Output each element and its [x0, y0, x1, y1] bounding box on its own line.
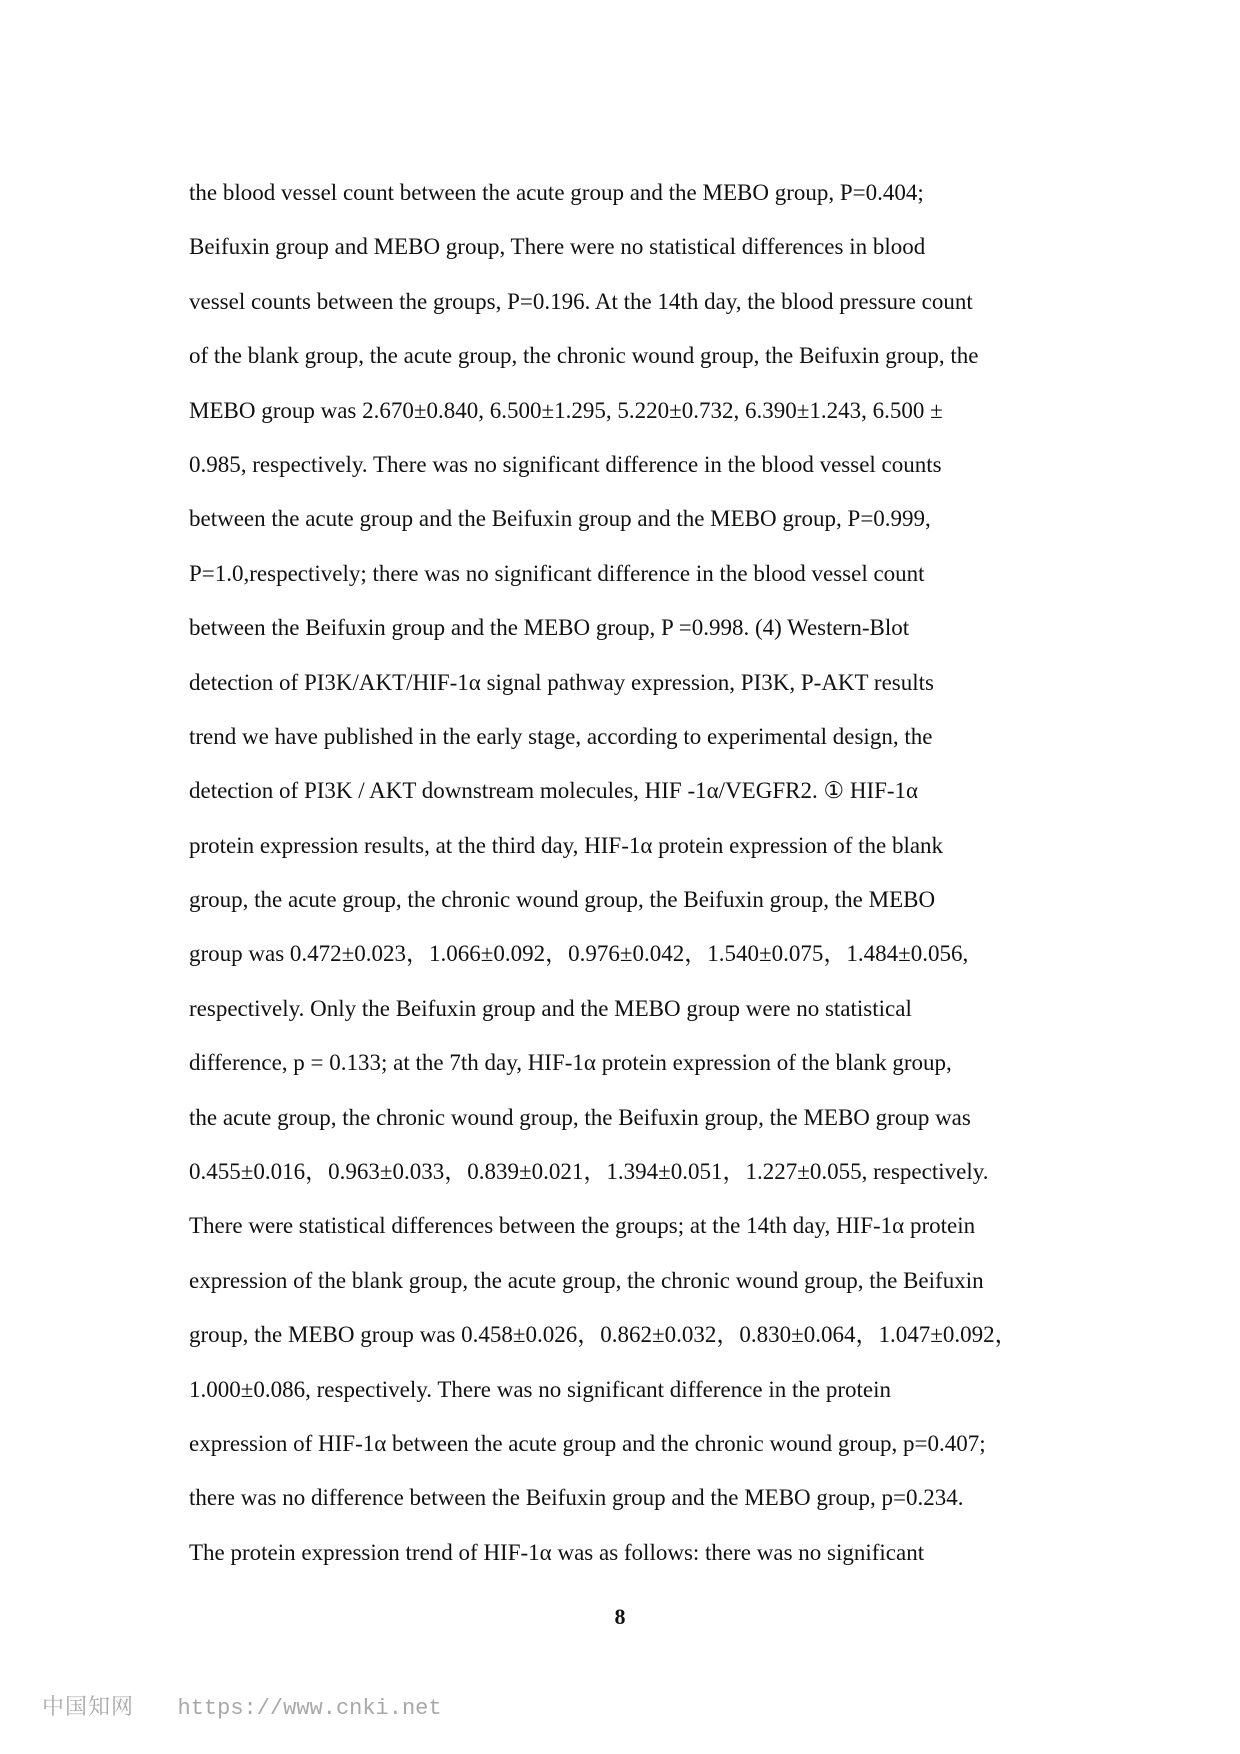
- text-line: group, the MEBO group was 0.458±0.026，0.862±0.032，0.830±0.064，1.047±0.092，: [189, 1322, 1018, 1348]
- text-line: group was 0.472±0.023，1.066±0.092，0.976±0.042，1.540±0.075，1.484±0.056,: [189, 941, 969, 967]
- text-line: Beifuxin group and MEBO group, There were no statistical differences in blood: [189, 234, 926, 260]
- text-line: expression of HIF-1α between the acute group and the chronic wound group, p=0.407;: [189, 1430, 986, 1456]
- text-line: trend we have published in the early stage, according to experimental design, the: [189, 723, 933, 749]
- text-line: 1.000±0.086, respectively. There was no significant difference in the protein: [189, 1376, 891, 1402]
- text-line: 0.455±0.016，0.963±0.033，0.839±0.021，1.394±0.051，1.227±0.055, respectively.: [189, 1159, 989, 1185]
- text-line: detection of PI3K / AKT downstream molecules, HIF -1α/VEGFR2. ① HIF-1α: [189, 778, 919, 804]
- watermark-site-name: 中国知网: [42, 1695, 135, 1720]
- text-line: the acute group, the chronic wound group, the Beifuxin group, the MEBO group was: [189, 1104, 971, 1130]
- text-line: P=1.0,respectively; there was no significant difference in the blood vessel count: [189, 560, 925, 586]
- text-line: expression of the blank group, the acute group, the chronic wound group, the Beifuxin: [189, 1267, 984, 1293]
- text-line: between the Beifuxin group and the MEBO group, P =0.998. (4) Western-Blot: [189, 615, 910, 641]
- cnki-watermark: [42, 1692, 442, 1724]
- watermark-url: https://www.cnki.net: [177, 1696, 442, 1721]
- text-line: there was no difference between the Beifuxin group and the MEBO group, p=0.234.: [189, 1485, 964, 1511]
- text-line: the blood vessel count between the acute group and the MEBO group, P=0.404;: [189, 180, 924, 205]
- text-line: There were statistical differences between the groups; at the 14th day, HIF-1α protein: [189, 1213, 976, 1239]
- text-line: vessel counts between the groups, P=0.196. At the 14th day, the blood pressure count: [189, 288, 973, 314]
- page-number: 8: [614, 1604, 626, 1629]
- body-text: [189, 166, 1069, 1580]
- text-line: difference, p = 0.133; at the 7th day, HIF-1α protein expression of the blank group,: [189, 1050, 952, 1076]
- text-line: 0.985, respectively. There was no significant difference in the blood vessel counts: [189, 451, 942, 477]
- text-line: between the acute group and the Beifuxin group and the MEBO group, P=0.999,: [189, 506, 931, 532]
- text-line: The protein expression trend of HIF-1α was as follows: there was no significant: [189, 1539, 925, 1565]
- text-line: of the blank group, the acute group, the chronic wound group, the Beifuxin group, the: [189, 343, 979, 369]
- text-line: protein expression results, at the third day, HIF-1α protein expression of the blank: [189, 832, 944, 858]
- text-line: MEBO group was 2.670±0.840, 6.500±1.295, 5.220±0.732, 6.390±1.243, 6.500 ±: [189, 397, 943, 423]
- text-line: detection of PI3K/AKT/HIF-1α signal pathway expression, PI3K, P-AKT results: [189, 669, 934, 695]
- text-line: group, the acute group, the chronic wound group, the Beifuxin group, the MEBO: [189, 887, 936, 913]
- text-line: respectively. Only the Beifuxin group and the MEBO group were no statistical: [189, 995, 912, 1021]
